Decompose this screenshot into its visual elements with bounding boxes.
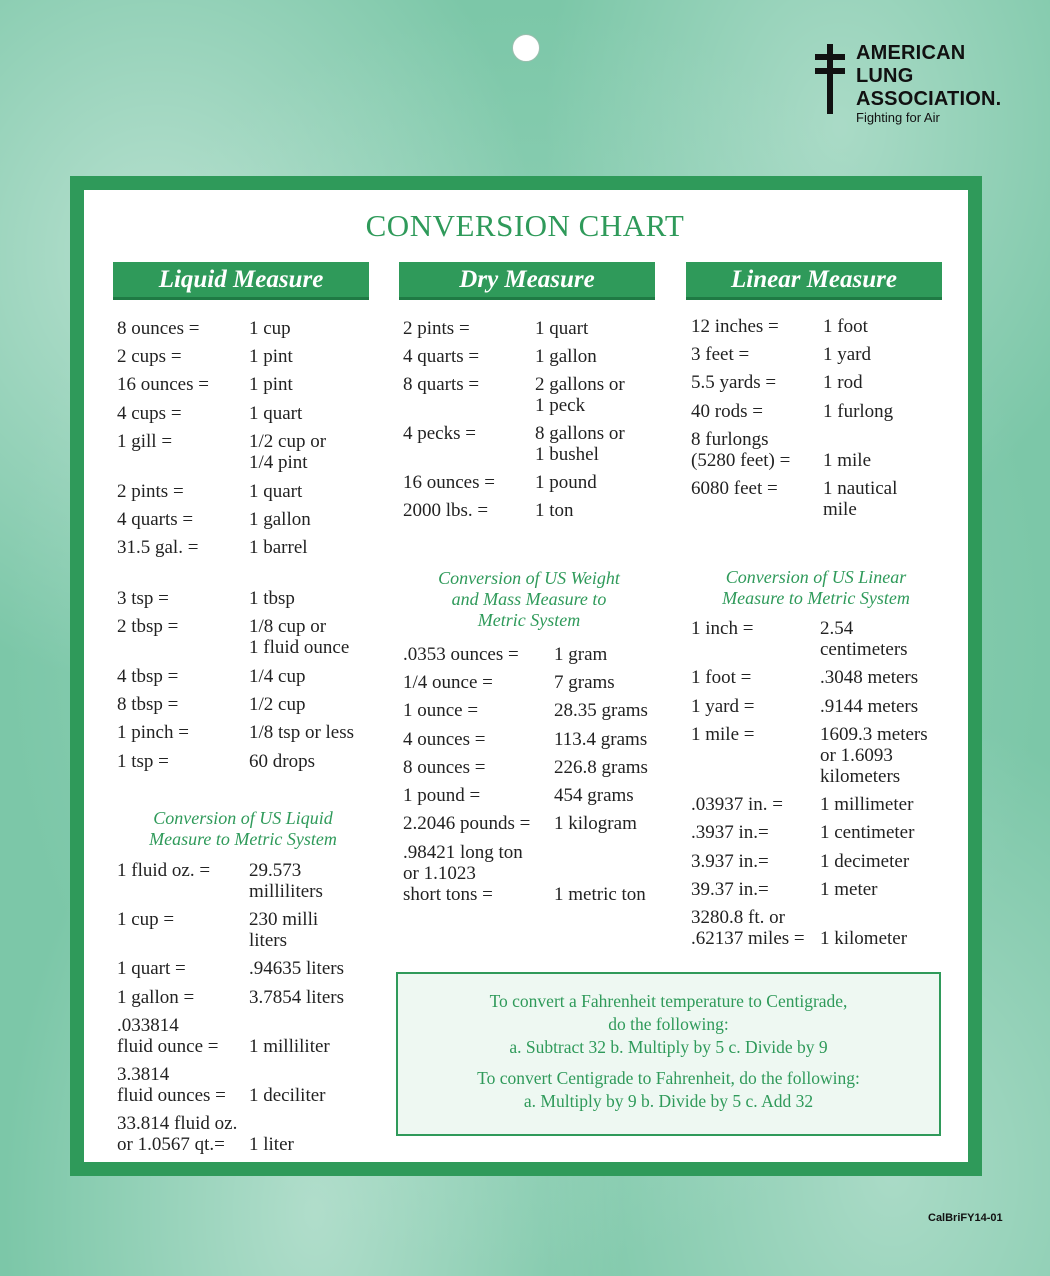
conversion-to: 29.573 milliliters [249,860,323,902]
liquid-measure-header: Liquid Measure [113,262,369,300]
conversion-from: 1 pound = [403,785,481,806]
conversion-from: 1 gill = [117,431,173,452]
conversion-from: .03937 in. = [691,794,783,815]
conversion-from: 8 ounces = [403,757,486,778]
conversion-from: 12 inches = [691,316,779,337]
conversion-to: 1 gallon [535,346,597,367]
conversion-to: 1/2 cup or 1/4 pint [249,431,327,473]
conversion-to: 8 gallons or 1 bushel [535,423,625,465]
conversion-from: 1 pinch = [117,722,189,743]
liquid-metric-subheading: Conversion of US Liquid Measure to Metric System [149,808,337,849]
conversion-from: 16 ounces = [117,374,209,395]
conversion-from: 1 fluid oz. = [117,860,211,881]
conversion-to: 1 centimeter [820,822,915,843]
linear-metric-subheading: Conversion of US Linear Measure to Metric System [722,567,910,608]
logo-line-1: AMERICAN [856,42,966,64]
conversion-to: 1 furlong [823,401,894,422]
conversion-to: 226.8 grams [554,757,648,778]
conversion-from: 5.5 yards = [691,372,777,393]
form-code: CalBriFY14-01 [928,1212,1003,1224]
conversion-from: 4 cups = [117,403,182,424]
american-lung-association-logo [808,42,1018,132]
conversion-from: 1 foot = [691,667,752,688]
logo-line-2: LUNG [856,65,914,87]
conversion-from: 3 tsp = [117,588,169,609]
centigrade-to-fahrenheit-note: To convert Centigrade to Fahrenheit, do the following: a. Multiply by 9 b. Divide by 5 c. Add 32 [477,1068,860,1111]
fahrenheit-to-centigrade-note: To convert a Fahrenheit temperature to Centigrade, do the following: a. Subtract 32 b. Multiply by 5 c. Divide by 9 [489,991,848,1057]
conversion-to: 1 cup [249,318,291,339]
conversion-from: 4 quarts = [117,509,194,530]
conversion-from: 1 quart = [117,958,186,979]
conversion-to: 7 grams [554,672,615,693]
conversion-to: 1 foot [823,316,868,337]
conversion-to: 1609.3 meters or 1.6093 kilometers [820,724,928,787]
logo-tagline: Fighting for Air [856,110,940,125]
conversion-to: 1 decimeter [820,851,910,872]
logo-wordmark [856,42,1001,111]
conversion-from: 40 rods = [691,401,763,422]
conversion-to: .94635 liters [249,958,344,979]
conversion-to: 113.4 grams [554,729,648,750]
conversion-to: 1 pound [535,472,597,493]
conversion-from: 2 tbsp = [117,616,179,637]
conversion-to: 1 tbsp [249,588,295,609]
conversion-from: 3.937 in.= [691,851,769,872]
conversion-to: 1/2 cup [249,694,306,715]
conversion-from: 4 quarts = [403,346,480,367]
conversion-to: 1/4 cup [249,666,306,687]
conversion-from: 8 furlongs (5280 feet) = [691,429,791,471]
conversion-to: .3048 meters [820,667,919,688]
conversion-from: 1 gallon = [117,987,195,1008]
conversion-to: 1 deciliter [249,1085,326,1106]
conversion-from: 16 ounces = [403,472,495,493]
conversion-to: 1 quart [535,318,589,339]
conversion-from: 8 quarts = [403,374,480,395]
conversion-to: 1 mile [823,450,872,471]
conversion-to: 3.7854 liters [249,987,344,1008]
conversion-from: 4 tbsp = [117,666,179,687]
linear-measure-header: Linear Measure [686,262,942,300]
conversion-to: 1/8 cup or 1 fluid ounce [249,616,350,658]
conversion-to: 1 gallon [249,509,311,530]
conversion-from: 3280.8 ft. or .62137 miles = [691,907,805,949]
conversion-to: 230 milli liters [249,909,319,951]
conversion-to: 1 metric ton [554,884,646,905]
conversion-to: 1 kilometer [820,928,908,949]
dry-measure-header: Dry Measure [399,262,655,300]
conversion-to: 1 gram [554,644,608,665]
conversion-to: 1 millimeter [820,794,914,815]
conversion-from: 3 feet = [691,344,750,365]
conversion-to: 28.35 grams [554,700,648,721]
conversion-to: 454 grams [554,785,634,806]
conversion-from: 1 yard = [691,696,755,717]
conversion-from: .0353 ounces = [403,644,519,665]
punch-hole [512,34,540,62]
conversion-from: 1/4 ounce = [403,672,493,693]
conversion-from: 3.3814 fluid ounces = [117,1064,226,1106]
page-title: CONVERSION CHART [365,208,685,243]
conversion-from: 4 ounces = [403,729,486,750]
conversion-to: 1 yard [823,344,872,365]
conversion-from: 1 cup = [117,909,175,930]
conversion-from: 8 ounces = [117,318,200,339]
conversion-from: .033814 fluid ounce = [117,1015,219,1057]
conversion-from: 31.5 gal. = [117,537,199,558]
conversion-to: 1 kilogram [554,813,637,834]
conversion-to: 1 pint [249,374,293,395]
conversion-from: 1 ounce = [403,700,479,721]
conversion-to: 1 quart [249,481,303,502]
conversion-to: 1 ton [535,500,574,521]
conversion-to: 1 pint [249,346,293,367]
conversion-from: 1 inch = [691,618,754,639]
conversion-from: 33.814 fluid oz. or 1.0567 qt.= [117,1113,238,1155]
conversion-from: 39.37 in.= [691,879,769,900]
conversion-to: 1 meter [820,879,878,900]
conversion-to: 1 quart [249,403,303,424]
conversion-to: 2 gallons or 1 peck [535,374,625,416]
conversion-from: .3937 in.= [691,822,769,843]
conversion-to: 1 milliliter [249,1036,330,1057]
logo-line-3: ASSOCIATION. [856,88,1002,110]
conversion-from: 2 cups = [117,346,182,367]
conversion-to: 1 rod [823,372,863,393]
conversion-to: 1 nautical mile [823,478,898,520]
conversion-from: 4 pecks = [403,423,476,444]
conversion-to: 60 drops [249,751,315,772]
conversion-to: .9144 meters [820,696,919,717]
dry-metric-subheading: Conversion of US Weight and Mass Measure to Metric System [438,568,620,630]
conversion-from: 1 mile = [691,724,755,745]
conversion-from: 6080 feet = [691,478,778,499]
conversion-from: 1 tsp = [117,751,169,772]
conversion-to: 1 liter [249,1134,294,1155]
conversion-to: 1 barrel [249,537,308,558]
conversion-from: 2.2046 pounds = [403,813,531,834]
conversion-from: .98421 long ton or 1.1023 short tons = [403,842,523,905]
conversion-from: 8 tbsp = [117,694,179,715]
double-cross-icon [812,44,848,114]
conversion-from: 2000 lbs. = [403,500,489,521]
conversion-to: 2.54 centimeters [820,618,908,660]
conversion-from: 2 pints = [403,318,470,339]
conversion-to: 1/8 tsp or less [249,722,355,743]
conversion-from: 2 pints = [117,481,184,502]
